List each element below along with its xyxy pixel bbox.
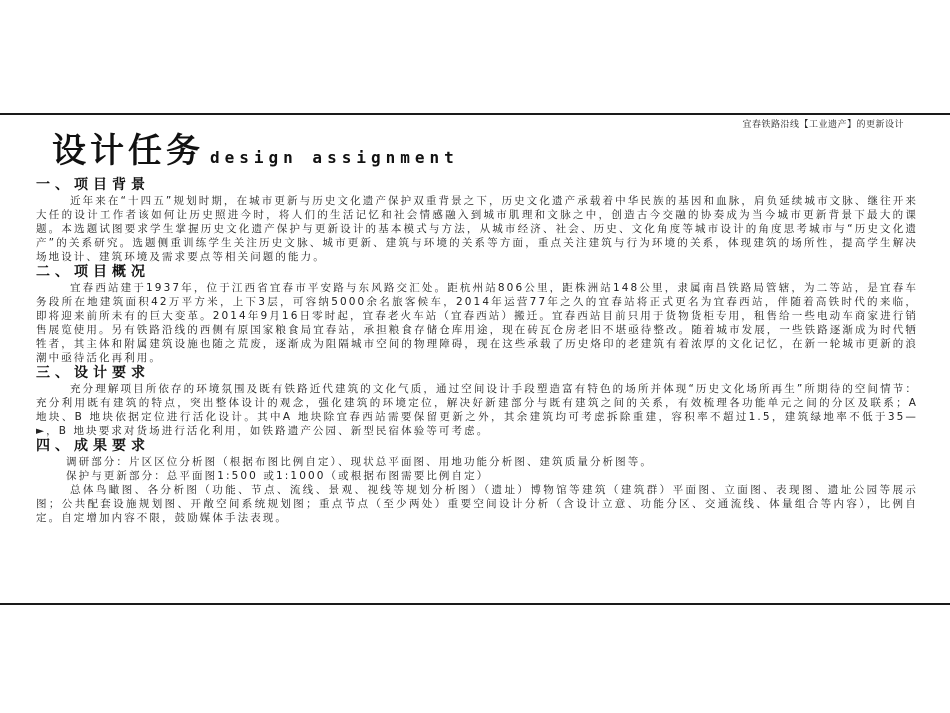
- paragraph-overview: 宜春西站建于1937年，位于江西省宜春市平安路与东风路交汇处。距杭州站806公里，距株洲站148公里，隶属南昌铁路局管辖，为二等站，是宜春车务段所在地建筑面积42万平方米，上下3层，可容纳5000余名旅客候车，2014年运营77年之久的宜春站将正式更名为宜春西站，伴随着高铁时代的来临，即将迎来前所未有的巨大变革。2014年9月16日零时起，宜春老火车站（宜春西站）搬迁。宜春西站目前只用于货物货柜专用，租售给一些电动车商家进行销售展览使用。另有铁路沿线的西侧有原国家粮食局宜春站，承担粮食存储仓库用途，现在砖瓦仓房老旧不堪亟待整改。随着城市发展，一些铁路逐渐成为时代牺牲者，其主体和附属建筑设施也随之荒废，逐渐成为阻隔城市空间的物理障碍，现在这些承载了历史烙印的老建筑有着浓厚的文化记忆，在新一轮城市更新的浪潮中亟待活化再利用。: [36, 282, 918, 364]
- paragraph-deliverables-protection: 保护与更新部分：总平面图1:500 或1:1000（或根据布图需要比例自定）: [66, 470, 490, 482]
- bottom-rule: [0, 603, 950, 605]
- paragraph-requirements: 充分理解项目所依存的环境氛围及既有铁路近代建筑的文化气质，通过空间设计手段塑造富有特色的场所并体现“历史文化场所再生”所期待的空间情节：充分利用既有建筑的特点，突出整体设计的观念，强化建筑的环境定位，解决好新建部分与既有建筑之间的关系，有效梳理各功能单元之间的分区及联系；A 地块、B 地块依据定位进行活化设计。其中A 地块除宜春西站需要保留更新之外，其余建筑均可考虑拆除重建，容积率不超过1.5，建筑绿地率不低于35—►，B 地块要求对货场进行活化利用，如铁路遗产公园、新型民宿体验等可考虑。: [36, 383, 918, 437]
- title-row: [52, 131, 459, 171]
- section-heading-requirements: 三、设计要求: [36, 365, 150, 381]
- header-note: 宜春铁路沿线【工业遗产】的更新设计: [742, 120, 904, 130]
- section-heading-deliverables: 四、成果要求: [36, 438, 150, 454]
- page-subtitle: design assignment: [210, 148, 459, 167]
- top-rule: [0, 113, 950, 115]
- section-heading-background: 一、项目背景: [36, 177, 150, 193]
- content: [36, 177, 918, 525]
- section-heading-overview: 二、项目概况: [36, 264, 150, 280]
- page-title: 设计任务: [52, 131, 204, 171]
- paragraph-deliverables-survey: 调研部分：片区区位分析图（根据布图比例自定）、现状总平面图、用地功能分析图、建筑质量分析图等。: [66, 456, 653, 468]
- paragraph-background: 近年来在“十四五”规划时期，在城市更新与历史文化遗产保护双重背景之下，历史文化遗产承载着中华民族的基因和血脉，肩负延续城市文脉、继往开来大任的设计工作者该如何让历史照进今时，将人们的生活记忆和社会情感融入到城市肌理和文脉之中，创造古今交融的协奏成为当今城市更新背景下最大的课题。本选题试图要求学生掌握历史文化遗产保护与更新设计的基本模式与方法，从城市经济、社会、历史、文化角度等城市设计的角度思考城市与“历史文化遗产”的关系研究。选题侧重训练学生关注历史文脉、城市更新、建筑与环境的关系等方面，重点关注建筑与行为环境的关系，体现建筑的场所性，提高学生解决场地设计、建筑环境及需求要点等相关问题的能力。: [36, 195, 918, 263]
- paragraph-deliverables-drawings: 总体鸟瞰图、各分析图（功能、节点、流线、景观、视线等规划分析图）（遗址）博物馆等建筑（建筑群）平面图、立面图、表现图、遗址公园等展示图；公共配套设施规划图、开敞空间系统规划图；重点节点（至少两处）重要空间设计分析（含设计立意、功能分区、交通流线、体量组合等内容），比例自定。自定增加内容不限，鼓励媒体手法表现。: [36, 484, 918, 524]
